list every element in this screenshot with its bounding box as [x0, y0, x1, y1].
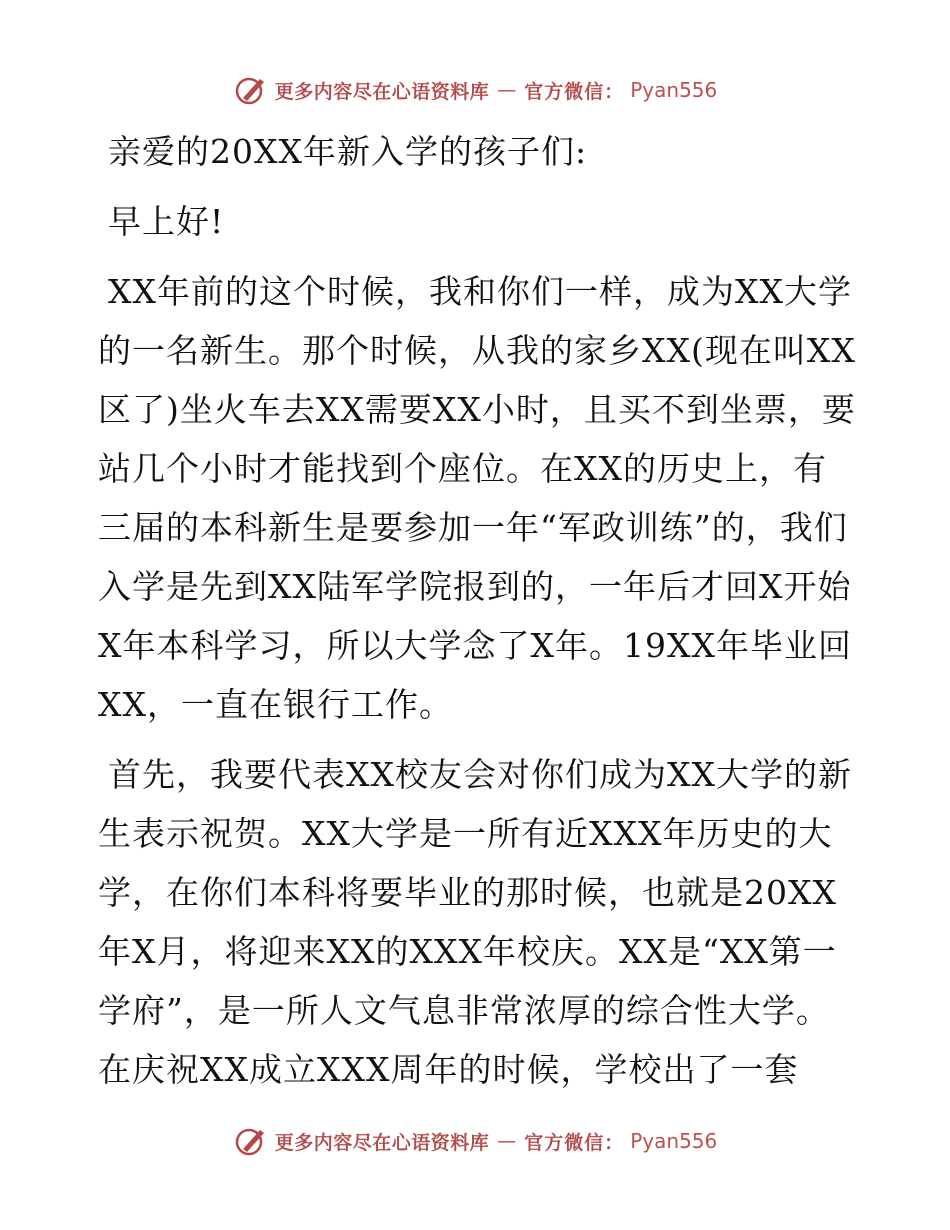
greeting: 早上好!: [108, 202, 225, 241]
salutation: 亲爱的20XX年新入学的孩子们:: [108, 132, 588, 171]
banner-separator: —: [497, 79, 517, 101]
banner-wechat-id: Pyan556: [630, 78, 718, 102]
pen-logo-icon: [233, 1123, 269, 1159]
banner-brand-text: 更多内容尽在心语资料库: [274, 1131, 490, 1154]
body-paragraph: 首先，我要代表XX校友会对你们成为XX大学的新生表示祝贺。XX大学是一所有近XXX年历史的大学，在你们本科将要毕业的那时候，也就是20XX年X月，将迎来XX的XXX年校庆。XX是“XX第一学府”，是一所人文气息非常浓厚的综合性大学。在庆祝XX成立XXX周年的时候，学校出了一套: [98, 755, 852, 1089]
banner-wechat-label: 官方微信：: [524, 80, 625, 103]
body-paragraph: XX年前的这个时候，我和你们一样，成为XX大学的一名新生。那个时候，从我的家乡XX(现在叫XX区了)坐火车去XX需要XX小时，且买不到坐票，要站几个小时才能找到个座位。在XX的历史上，有三届的本科新生是要参加一年“军政训练”的，我们入学是先到XX陆军学院报到的，一年后才回X开始X年本科学习，所以大学念了X年。19XX年毕业回XX，一直在银行工作。: [98, 272, 856, 724]
banner-separator: —: [497, 1130, 517, 1152]
banner-wechat-id: Pyan556: [630, 1129, 718, 1153]
footer-banner: [0, 1121, 950, 1161]
banner-brand-text: 更多内容尽在心语资料库: [274, 80, 490, 103]
header-banner: [0, 70, 950, 110]
banner-wechat-label: 官方微信：: [524, 1131, 625, 1154]
pen-logo-icon: [233, 72, 269, 108]
document-body: [98, 122, 858, 1110]
